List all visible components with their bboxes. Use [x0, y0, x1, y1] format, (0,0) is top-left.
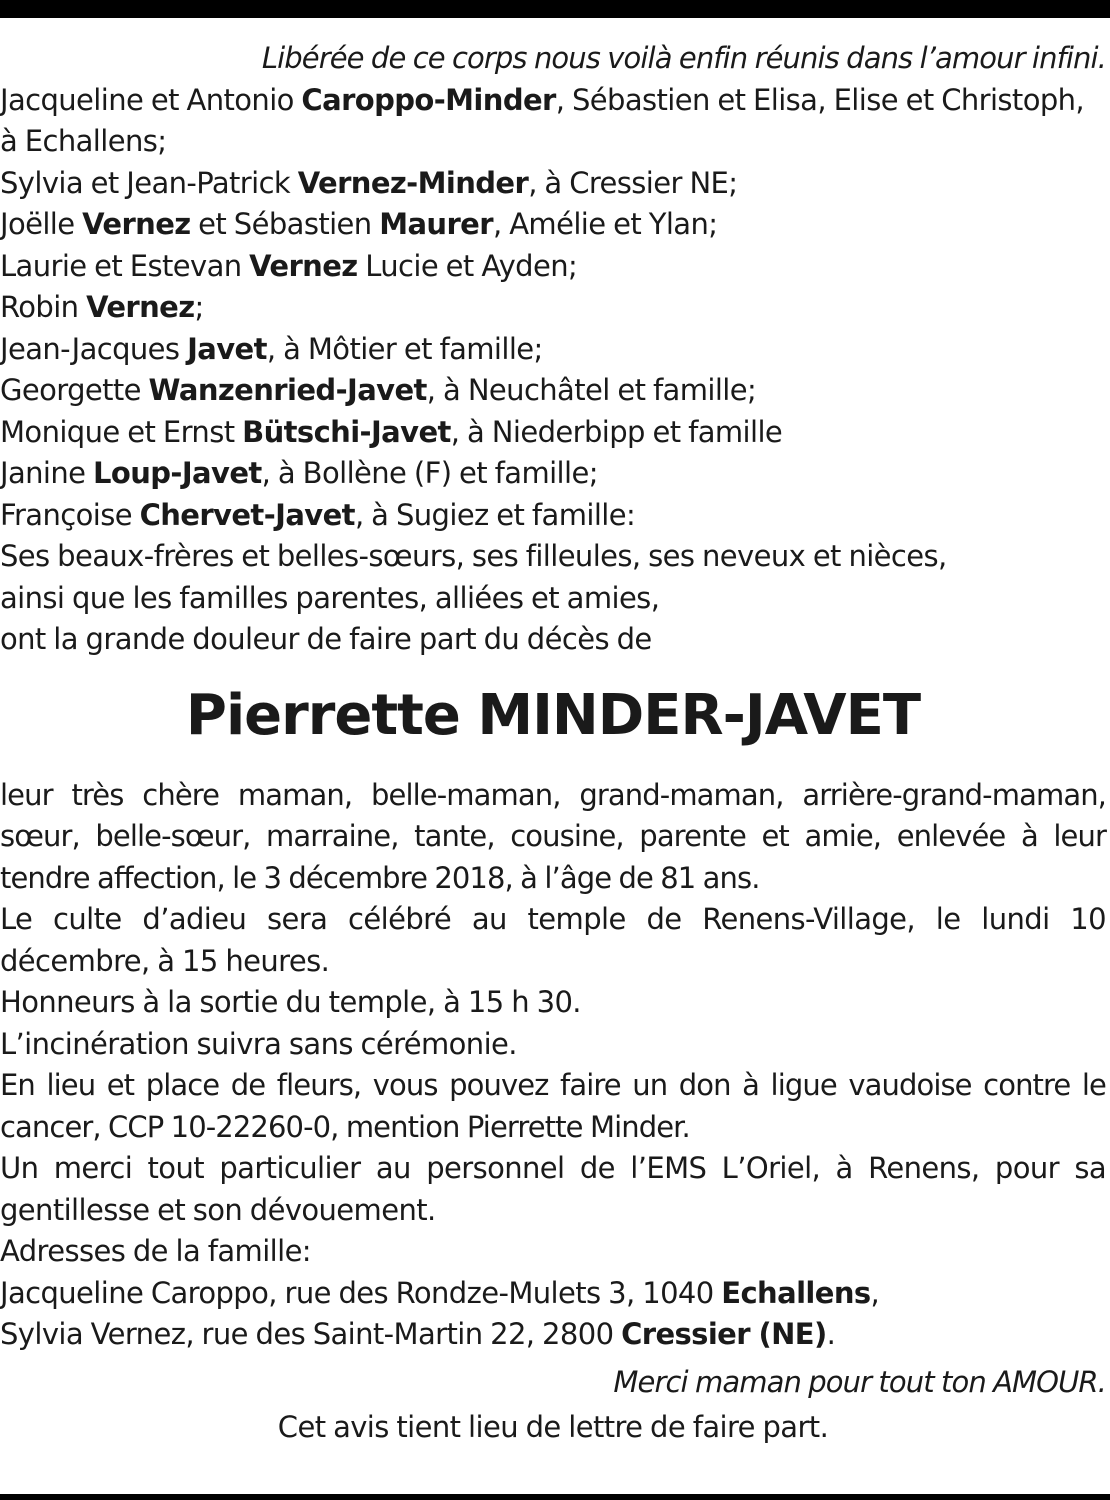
family-line [0, 329, 1106, 371]
address-locality: Echallens [721, 1275, 871, 1310]
text: Robin [0, 290, 87, 324]
epigraph: Libérée de ce corps nous voilà enfin réunis dans l’amour infini. [261, 41, 1106, 75]
tribute-paragraph: leur très chère maman, belle-maman, grand-maman, arrière-grand-maman, sœur, belle-sœur, marraine, tante, cousine, parente et amie, enlevée à leur tendre affection, le 3 décembre 2018, à l’âge de 81 ans. [0, 777, 1106, 895]
text: et Sébastien [190, 207, 380, 241]
text: . [826, 1317, 836, 1351]
text: Jean-Jacques [0, 331, 188, 366]
family-line [0, 370, 1106, 412]
donation-paragraph: En lieu et place de fleurs, vous pouvez faire un don à ligue vaudoise contre le cancer, CCP 10-22260-0, mention Pierrette Minder. [0, 1068, 1106, 1144]
family-line [0, 495, 1106, 537]
family-line [0, 287, 1106, 329]
family-line: ont la grande douleur de faire part du décès de [0, 622, 652, 656]
closing-line: Merci maman pour tout ton AMOUR. [613, 1364, 1106, 1399]
family-line [0, 163, 1106, 205]
addresses-heading: Adresses de la famille: [0, 1234, 311, 1268]
text: Georgette [0, 373, 149, 407]
text: Françoise [0, 497, 140, 532]
text: Sylvia et Jean-Patrick [0, 165, 298, 200]
text: Joëlle [0, 207, 83, 241]
family-surname: Vernez [82, 207, 191, 241]
address-line [0, 1273, 1106, 1315]
text: , à Bollène (F) et famille; [261, 456, 598, 490]
family-line: à Echallens; [0, 124, 167, 158]
family-surname: Vernez [86, 290, 195, 324]
family-line: ainsi que les familles parentes, alliées et amies, [0, 580, 660, 615]
family-surname: Javet [187, 331, 267, 366]
honours-line: Honneurs à la sortie du temple, à 15 h 30. [0, 985, 581, 1019]
footer-note: Cet avis tient lieu de lettre de faire part. [277, 1410, 829, 1444]
family-line [0, 453, 1106, 495]
text: , à Sugiez et famille: [354, 497, 636, 532]
text: , à Môtier et famille; [266, 331, 543, 366]
text: Jacqueline Caroppo, rue des Rondze-Mulets 3, 1040 [0, 1275, 722, 1310]
family-line [0, 204, 1106, 246]
text: Janine [0, 456, 94, 490]
family-surname: Bütschi-Javet [242, 414, 451, 449]
obituary-notice [0, 38, 1106, 1449]
text: , à Cressier NE; [528, 165, 738, 200]
family-list [0, 80, 1106, 661]
family-surname: Chervet-Javet [139, 497, 355, 532]
text: Sylvia Vernez, rue des Saint-Martin 22, 2800 [0, 1317, 622, 1351]
family-line [0, 412, 1106, 454]
top-rule [0, 0, 1110, 18]
family-line [0, 80, 1106, 122]
text: , [870, 1275, 880, 1310]
text: Monique et Ernst [0, 414, 243, 449]
family-surname: Loup-Javet [93, 456, 262, 490]
family-surname: Vernez-Minder [297, 165, 529, 200]
deceased-name: Pierrette MINDER-JAVET [185, 682, 921, 748]
address-line [0, 1314, 1106, 1356]
text: Laurie et Estevan [0, 248, 250, 283]
text: Lucie et Ayden; [357, 248, 578, 283]
family-surname: Wanzenried-Javet [148, 373, 427, 407]
service-paragraph: Le culte d’adieu sera célébré au temple de Renens-Village, le lundi 10 décembre, à 15 heures. [0, 902, 1106, 978]
bottom-rule [0, 1494, 1110, 1500]
family-line [0, 246, 1106, 288]
address-locality: Cressier (NE) [621, 1317, 827, 1351]
text: , Amélie et Ylan; [492, 207, 718, 241]
notice-body [0, 775, 1106, 1356]
text: , à Neuchâtel et famille; [426, 373, 757, 407]
family-surname: Caroppo-Minder [301, 82, 556, 117]
text: Jacqueline et Antonio [0, 82, 302, 117]
family-surname: Vernez [249, 248, 358, 283]
family-line: Ses beaux-frères et belles-sœurs, ses filleules, ses neveux et nièces, [0, 539, 947, 573]
text: , Sébastien et Elisa, Elise et Christoph, [555, 82, 1085, 117]
thanks-paragraph: Un merci tout particulier au personnel de l’EMS L’Oriel, à Renens, pour sa gentillesse et son dévouement. [0, 1151, 1106, 1227]
family-surname: Maurer [379, 207, 493, 241]
incineration-line: L’incinération suivra sans cérémonie. [0, 1026, 517, 1061]
text: , à Niederbipp et famille [450, 414, 783, 449]
text: ; [194, 290, 204, 324]
